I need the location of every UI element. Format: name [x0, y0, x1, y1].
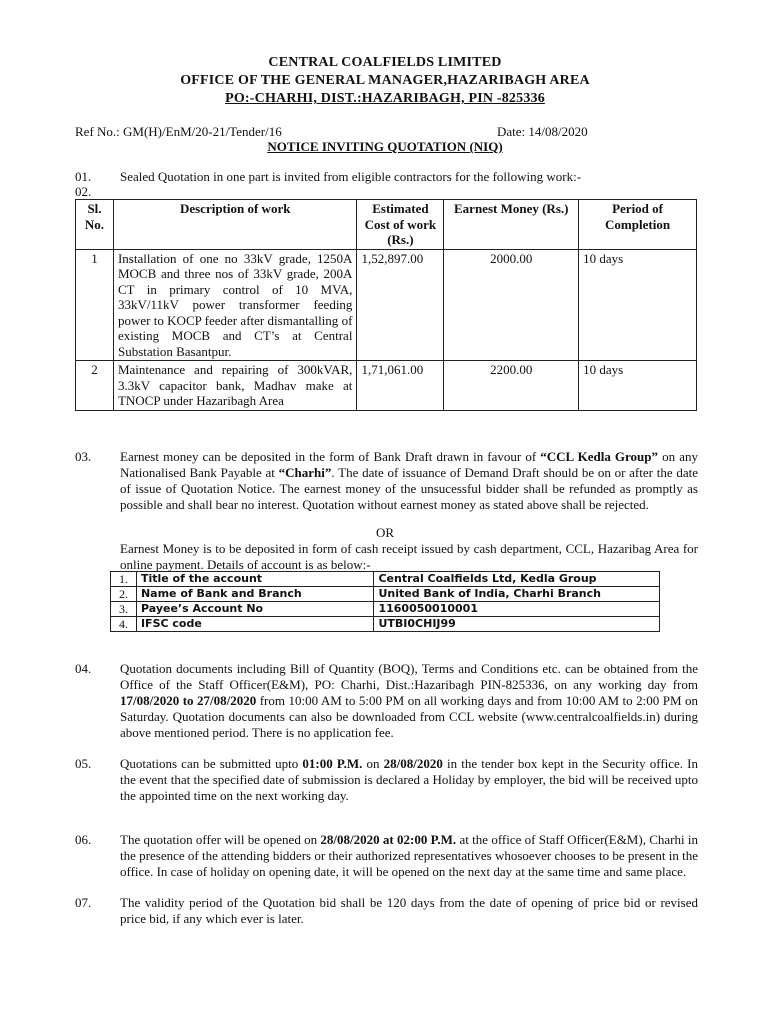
- item-07-paragraph: The validity period of the Quotation bid shall be 120 days from the date of opening of price bid or revised price bid, if any which ever is later.: [120, 895, 698, 926]
- item-04-paragraph: [120, 661, 698, 741]
- office-address: PO:-CHARHI, DIST.:HAZARIBAGH, PIN -825336: [225, 91, 545, 106]
- notice-title: NOTICE INVITING QUOTATION (NIQ): [267, 139, 503, 154]
- row-period: 10 days: [579, 249, 697, 361]
- company-name: CENTRAL COALFIELDS LIMITED: [268, 55, 502, 70]
- table-row: [111, 587, 660, 602]
- text-span: at the office of Staff Officer(E&M), Charhi in the presence of the attending bidders or their authorized representatives whosoever chooses to be present in the office. In case of holiday on opening date, it will be opened on the next day at the same time and same place.: [120, 832, 699, 879]
- submission-time: 01:00 P.M.: [302, 756, 363, 771]
- item-06-number: 06.: [75, 832, 92, 847]
- item-03-number: 03.: [75, 449, 92, 464]
- work-table: [75, 199, 697, 411]
- item-06-paragraph: [120, 832, 698, 880]
- row-number: 4.: [111, 617, 137, 632]
- header-earnest-money: Earnest Money (Rs.): [444, 200, 579, 250]
- payable-at: “Charhi”: [278, 465, 332, 480]
- work-table-header: [76, 200, 697, 250]
- text-span: on any Nationalised Bank Payable at: [120, 449, 698, 480]
- or-separator: OR: [375, 525, 395, 540]
- office-name: OFFICE OF THE GENERAL MANAGER,HAZARIBAGH AREA: [180, 73, 590, 88]
- payee-name: “CCL Kedla Group”: [540, 449, 659, 464]
- text-span: in the tender box kept in the Security office. In the event that the specified date of submission is declared a Holiday by employer, the bid will be received upto the appointed time on the next working day.: [120, 756, 699, 803]
- row-label: Payee’s Account No: [136, 602, 374, 617]
- item-01-number: 01.: [75, 169, 92, 184]
- opening-date-time: 28/08/2020 at 02:00 P.M.: [320, 832, 457, 847]
- item-04-number: 04.: [75, 661, 92, 676]
- row-cost: 1,71,061.00: [357, 361, 444, 411]
- table-row: [76, 249, 697, 361]
- row-number: 2.: [111, 587, 137, 602]
- row-description: Maintenance and repairing of 300kVAR, 3.3kV capacitor bank, Madhav make at TNOCP under Hazaribagh Area: [113, 361, 356, 411]
- item-05-paragraph: [120, 756, 698, 804]
- row-label: Name of Bank and Branch: [136, 587, 374, 602]
- issue-period: 17/08/2020 to 27/08/2020: [120, 693, 257, 708]
- row-sl: 2: [76, 361, 114, 411]
- row-value: 1160050010001: [374, 602, 660, 617]
- header-period: Period of Completion: [579, 200, 697, 250]
- text-span: from 10:00 AM to 5:00 PM on all working days and from 10:00 AM to 2:00 PM on Saturday. Quotation documents can also be downloaded from CCL website (www.centralcoalfields.in) during above mentioned period. There is no application fee.: [120, 693, 698, 740]
- table-row: [76, 361, 697, 411]
- row-label: IFSC code: [136, 617, 374, 632]
- text-span: on: [362, 756, 384, 771]
- row-earnest-money: 2000.00: [444, 249, 579, 361]
- row-cost: 1,52,897.00: [357, 249, 444, 361]
- row-value: Central Coalfields Ltd, Kedla Group: [374, 572, 660, 587]
- row-sl: 1: [76, 249, 114, 361]
- row-number: 1.: [111, 572, 137, 587]
- row-earnest-money: 2200.00: [444, 361, 579, 411]
- row-period: 10 days: [579, 361, 697, 411]
- row-value: United Bank of India, Charhi Branch: [374, 587, 660, 602]
- account-table: [110, 571, 660, 632]
- submission-date: 28/08/2020: [383, 756, 443, 771]
- row-description: Installation of one no 33kV grade, 1250A MOCB and three nos of 33kV grade, 200A CT in primary control of 10 MVA, 33kV/11kV power transformer feeding power to KOCP feeder after dismantalling of existing MOCB and CT’s at Central Substation Basantpur.: [113, 249, 356, 361]
- item-03-paragraph: [120, 449, 698, 513]
- row-label: Title of the account: [136, 572, 374, 587]
- item-07-number: 07.: [75, 895, 92, 910]
- table-row: [111, 602, 660, 617]
- item-03-paragraph-2: Earnest Money is to be deposited in form of cash receipt issued by cash department, CCL, Hazaribag Area for online payment. Details of account is as below:-: [120, 541, 698, 572]
- item-05-number: 05.: [75, 756, 92, 771]
- row-number: 3.: [111, 602, 137, 617]
- reference-number: Ref No.: GM(H)/EnM/20-21/Tender/16: [75, 124, 282, 139]
- header-sl-no: Sl. No.: [76, 200, 114, 250]
- table-row: [111, 572, 660, 587]
- notice-date: Date: 14/08/2020: [497, 124, 588, 139]
- row-value: UTBI0CHIJ99: [374, 617, 660, 632]
- table-row: [111, 617, 660, 632]
- header-estimated-cost: Estimated Cost of work (Rs.): [357, 200, 444, 250]
- text-span: Quotations can be submitted upto: [120, 756, 303, 771]
- item-02-number: 02.: [75, 184, 92, 199]
- text-span: Quotation documents including Bill of Quantity (BOQ), Terms and Conditions etc. can be obtained from the Office of the Staff Officer(E&M), PO: Charhi, Dist.:Hazaribagh PIN-825336, on any working day from: [120, 661, 698, 692]
- header-description: Description of work: [113, 200, 356, 250]
- text-span: . The date of issuance of Demand Draft should be on or after the date of issue of Quotation Notice. The earnest money of the unsucessful bidder shall be refunded as promptly as possible and shall bear no interest. Quotation without earnest money as stated above shall be rejected.: [120, 465, 698, 512]
- item-01-text: Sealed Quotation in one part is invited from eligible contractors for the following work:-: [120, 169, 582, 184]
- text-span: Earnest money can be deposited in the form of Bank Draft drawn in favour of: [120, 449, 541, 464]
- text-span: The quotation offer will be opened on: [120, 832, 321, 847]
